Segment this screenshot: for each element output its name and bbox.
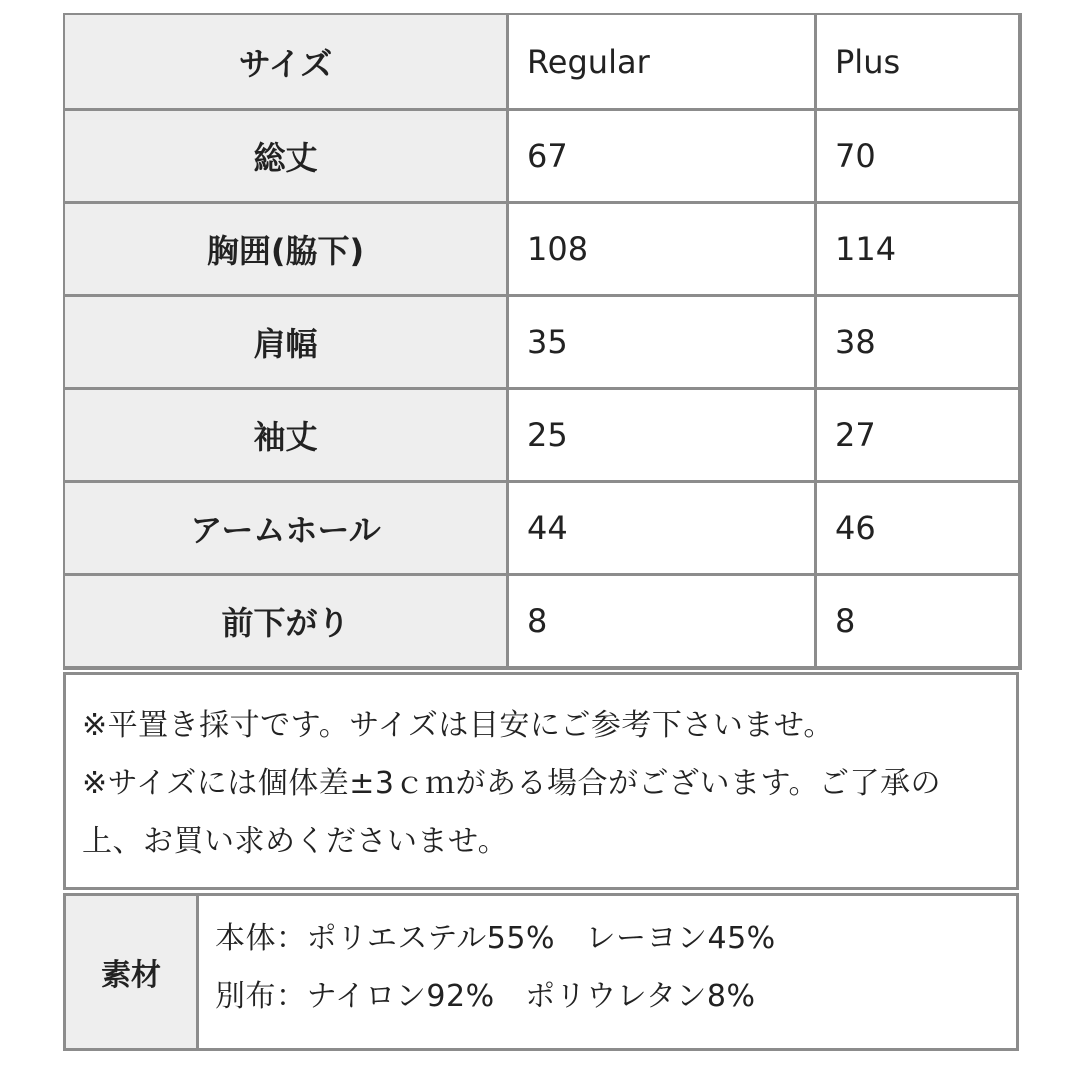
size-header-regular: Regular <box>509 15 817 111</box>
product-spec-sheet <box>63 13 1019 1051</box>
row-plus-value: 114 <box>817 204 1021 297</box>
note-line: ※サイズには個体差±3ｃｍがある場合がございます。ご了承の <box>82 766 942 801</box>
row-plus-value: 8 <box>817 576 1021 669</box>
material-text <box>199 896 776 1048</box>
note-line: 上、お買い求めくださいませ。 <box>82 824 509 859</box>
table-row <box>65 204 1021 297</box>
row-regular-value: 25 <box>509 390 817 483</box>
row-label: 胸囲(脇下) <box>65 204 509 297</box>
material-line: 本体：ポリエステル55% レーヨン45% <box>215 921 776 956</box>
size-table-header-row <box>65 15 1021 111</box>
material-label: 素材 <box>66 896 199 1048</box>
row-label: 肩幅 <box>65 297 509 390</box>
material-box <box>63 893 1019 1051</box>
material-line: 別布：ナイロン92% ポリウレタン8% <box>215 979 756 1014</box>
table-row <box>65 297 1021 390</box>
table-row <box>65 576 1021 669</box>
size-header-label: サイズ <box>65 15 509 111</box>
table-row <box>65 390 1021 483</box>
size-table <box>63 13 1022 670</box>
row-plus-value: 38 <box>817 297 1021 390</box>
row-label: 総丈 <box>65 111 509 204</box>
row-regular-value: 108 <box>509 204 817 297</box>
row-regular-value: 35 <box>509 297 817 390</box>
row-plus-value: 46 <box>817 483 1021 576</box>
size-header-plus: Plus <box>817 15 1021 111</box>
row-plus-value: 70 <box>817 111 1021 204</box>
note-line: ※平置き採寸です。サイズは目安にご参考下さいませ。 <box>82 708 834 743</box>
row-regular-value: 8 <box>509 576 817 669</box>
table-row <box>65 483 1021 576</box>
row-label: アームホール <box>65 483 509 576</box>
row-label: 袖丈 <box>65 390 509 483</box>
row-regular-value: 44 <box>509 483 817 576</box>
table-row <box>65 111 1021 204</box>
row-label: 前下がり <box>65 576 509 669</box>
notes-box <box>63 672 1019 890</box>
row-regular-value: 67 <box>509 111 817 204</box>
row-plus-value: 27 <box>817 390 1021 483</box>
